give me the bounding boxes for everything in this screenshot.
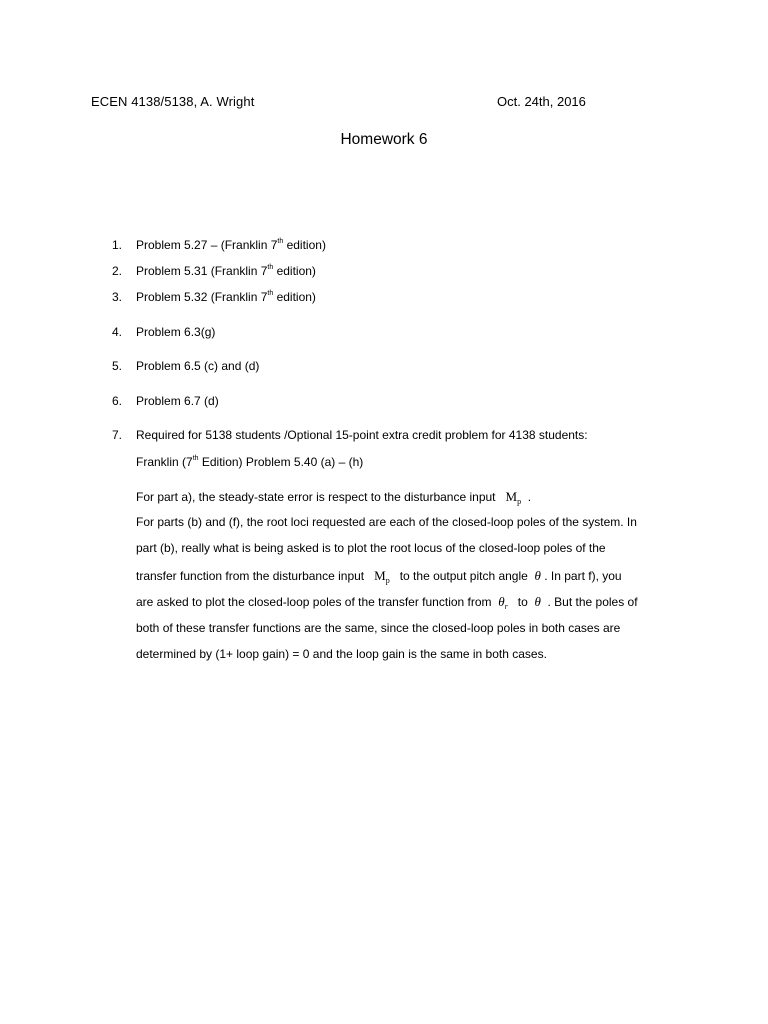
page-title bbox=[0, 131, 768, 149]
item-text: Required for 5138 students /Optional 15-point extra credit problem for 4138 students: bbox=[136, 428, 588, 442]
item-number: 1. bbox=[112, 238, 123, 252]
item-text: Problem 5.31 (Franklin 7 bbox=[136, 264, 268, 278]
math-symbol bbox=[506, 489, 522, 504]
text-span: to bbox=[517, 595, 528, 609]
text-span: part (b), really what is being asked is to plot the root locus of the closed-loop poles of the bbox=[136, 541, 606, 555]
text-span: . In part f), you bbox=[544, 569, 622, 583]
math-theta: θ bbox=[534, 568, 541, 583]
paragraph-line bbox=[136, 489, 531, 506]
text-span: . bbox=[527, 490, 532, 504]
math-M: M bbox=[374, 568, 386, 583]
superscript: th bbox=[192, 455, 199, 462]
item-number: 5. bbox=[112, 359, 123, 373]
item-number: 7. bbox=[112, 428, 123, 442]
list-item bbox=[112, 359, 259, 373]
list-item bbox=[112, 238, 326, 252]
item-number: 6. bbox=[112, 394, 123, 408]
text-span: to the output pitch angle bbox=[399, 569, 528, 583]
item-text: Problem 6.5 (c) and (d) bbox=[136, 359, 260, 373]
item-text: edition) bbox=[273, 290, 316, 304]
math-theta: θ bbox=[534, 594, 541, 609]
course-header: ECEN 4138/5138, A. Wright bbox=[91, 94, 255, 109]
math-theta: θ bbox=[498, 594, 505, 609]
text-span: Franklin (7 bbox=[136, 455, 193, 469]
math-subscript: p bbox=[517, 497, 522, 506]
paragraph-line bbox=[136, 541, 606, 555]
superscript: th bbox=[267, 290, 274, 297]
item7-subtitle bbox=[136, 455, 363, 469]
math-subscript: r bbox=[504, 602, 508, 611]
paragraph-line bbox=[136, 647, 547, 661]
item-text: Problem 6.3(g) bbox=[136, 325, 216, 339]
item-text: Problem 6.7 (d) bbox=[136, 394, 219, 408]
math-M: M bbox=[505, 489, 518, 504]
text-span: are asked to plot the closed-loop poles of the transfer function from bbox=[136, 595, 492, 609]
item-number: 3. bbox=[112, 290, 123, 304]
list-item bbox=[112, 325, 215, 339]
paragraph-line bbox=[136, 621, 620, 635]
paragraph-line bbox=[136, 515, 637, 529]
item-text: Problem 5.27 – (Franklin 7 bbox=[136, 238, 278, 252]
title-number: 6 bbox=[418, 131, 428, 148]
text-span: transfer function from the disturbance input bbox=[136, 569, 365, 583]
math-symbol bbox=[374, 568, 390, 583]
list-item bbox=[112, 290, 316, 304]
paragraph-line bbox=[136, 594, 638, 611]
math-subscript: p bbox=[385, 576, 390, 585]
text-span: For part a), the steady-state error is respect to the disturbance input bbox=[136, 490, 496, 504]
superscript: th bbox=[267, 264, 274, 271]
item-text: Problem 5.32 (Franklin 7 bbox=[136, 290, 268, 304]
list-item bbox=[112, 264, 316, 278]
text-span: For parts (b) and (f), the root loci requested are each of the closed-loop poles of the system. In bbox=[136, 515, 637, 529]
text-span: . But the poles of bbox=[547, 595, 638, 609]
paragraph-line bbox=[136, 568, 622, 585]
date-header: Oct. 24th, 2016 bbox=[497, 94, 586, 109]
text-span: Edition) Problem 5.40 (a) – (h) bbox=[198, 455, 364, 469]
superscript: th bbox=[277, 238, 284, 245]
list-item bbox=[112, 428, 588, 442]
title-text: Homework bbox=[340, 131, 415, 148]
list-item bbox=[112, 394, 219, 408]
item-number: 2. bbox=[112, 264, 123, 278]
item-text: edition) bbox=[283, 238, 326, 252]
item-number: 4. bbox=[112, 325, 123, 339]
text-span: determined by (1+ loop gain) = 0 and the loop gain is the same in both cases. bbox=[136, 647, 547, 661]
text-span: both of these transfer functions are the same, since the closed-loop poles in both cases are bbox=[136, 621, 621, 635]
item-text: edition) bbox=[273, 264, 316, 278]
math-symbol bbox=[498, 594, 508, 609]
